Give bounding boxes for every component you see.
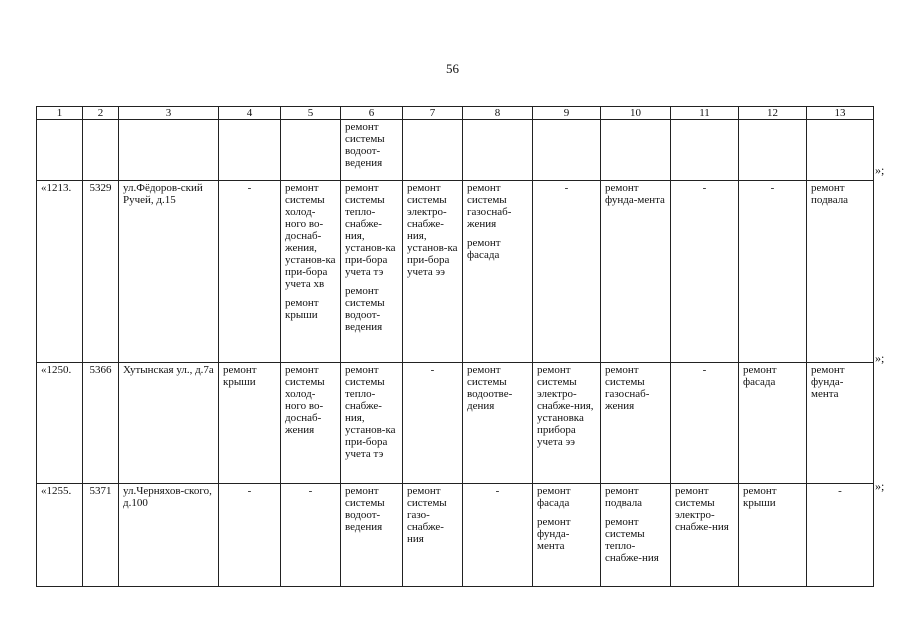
cell-text: ремонт фунда-мента xyxy=(537,516,571,552)
table-cell xyxy=(807,120,874,181)
column-header-10: 10 xyxy=(601,107,671,120)
cell-text: 5329 xyxy=(89,182,112,194)
cell-text: ремонт подвала xyxy=(605,485,643,509)
table-cell xyxy=(463,484,533,587)
cell-text: Хутынская ул., д.7а xyxy=(123,364,214,376)
cell-text: ремонт фунда-мента xyxy=(605,182,665,206)
cell-text: - xyxy=(247,182,252,194)
cell-text: ремонт системы электро-снабже-ния xyxy=(675,485,729,533)
cell-text: 5366 xyxy=(89,364,112,376)
table-cell xyxy=(403,181,463,363)
cell-text: - xyxy=(702,182,707,194)
cell-text: - xyxy=(308,485,313,497)
column-header-11: 11 xyxy=(671,107,739,120)
table-cell xyxy=(37,363,83,484)
cell-text: ремонт фасада xyxy=(467,237,501,261)
cell-text: ремонт системы холод-ного во-доснаб-жения xyxy=(285,364,325,436)
table-cell xyxy=(671,484,739,587)
cell-text: ремонт системы водоотве-дения xyxy=(467,364,513,412)
table-cell xyxy=(463,181,533,363)
table-row xyxy=(37,484,874,587)
table-cell xyxy=(83,484,119,587)
cell-text: ремонт системы тепло-снабже-ния xyxy=(605,516,659,564)
cell-text: «1213. xyxy=(41,182,72,194)
table-cell xyxy=(403,484,463,587)
cell-text: ул.Черняхов-ского, д.100 xyxy=(123,485,212,509)
cell-text: ремонт системы водоот-ведения xyxy=(345,285,385,333)
table-cell xyxy=(119,181,219,363)
table-cell xyxy=(83,120,119,181)
cell-text: ремонт системы газоснаб-жения xyxy=(467,182,512,230)
cell-text: ремонт системы газоснаб-жения xyxy=(605,364,650,412)
table-cell xyxy=(739,120,807,181)
table-cell xyxy=(341,181,403,363)
table-cell xyxy=(341,363,403,484)
table-cell xyxy=(281,363,341,484)
cell-text: ремонт системы газо-снабже-ния xyxy=(407,485,447,545)
column-header-4: 4 xyxy=(219,107,281,120)
cell-text: ремонт системы электро-снабже-ния, установка прибора учета ээ xyxy=(537,364,594,448)
cell-text: ремонт системы водоот-ведения xyxy=(345,485,385,533)
table-cell xyxy=(37,120,83,181)
table-cell xyxy=(533,363,601,484)
table-cell xyxy=(219,363,281,484)
cell-text: ремонт фасада xyxy=(743,364,777,388)
cell-text: ул.Фёдоров-ский Ручей, д.15 xyxy=(123,182,203,206)
table-cell xyxy=(739,363,807,484)
column-header-7: 7 xyxy=(403,107,463,120)
cell-text: - xyxy=(495,485,500,497)
table-cell xyxy=(807,484,874,587)
table-cell xyxy=(463,363,533,484)
table-row xyxy=(37,120,874,181)
table-cell xyxy=(807,363,874,484)
column-header-1: 1 xyxy=(37,107,83,120)
table-cell xyxy=(533,120,601,181)
column-header-8: 8 xyxy=(463,107,533,120)
row-end-mark: »; xyxy=(875,479,885,493)
table-cell xyxy=(37,484,83,587)
table-cell xyxy=(671,120,739,181)
row-end-mark: »; xyxy=(875,163,885,177)
table-cell xyxy=(403,120,463,181)
table-cell xyxy=(403,363,463,484)
table-row xyxy=(37,363,874,484)
cell-text: - xyxy=(247,485,252,497)
table-cell xyxy=(601,120,671,181)
table-cell xyxy=(37,181,83,363)
table-cell xyxy=(341,120,403,181)
table-cell xyxy=(601,363,671,484)
table-cell xyxy=(601,484,671,587)
column-header-12: 12 xyxy=(739,107,807,120)
cell-text: - xyxy=(838,485,842,497)
cell-text: - xyxy=(564,182,569,194)
cell-text: ремонт крыши xyxy=(223,364,257,388)
table-cell xyxy=(281,181,341,363)
table-cell xyxy=(463,120,533,181)
table-cell xyxy=(739,484,807,587)
table-cell xyxy=(83,363,119,484)
column-header-6: 6 xyxy=(341,107,403,120)
column-header-13: 13 xyxy=(807,107,874,120)
column-header-3: 3 xyxy=(119,107,219,120)
cell-text: ремонт фасада xyxy=(537,485,571,509)
cell-text: 5371 xyxy=(89,485,112,497)
table-cell xyxy=(281,120,341,181)
table-row xyxy=(37,181,874,363)
page-number: 56 xyxy=(446,61,459,76)
column-header-2: 2 xyxy=(83,107,119,120)
table-cell xyxy=(671,363,739,484)
repair-schedule-table xyxy=(36,106,874,587)
table-cell xyxy=(281,484,341,587)
table-cell xyxy=(219,120,281,181)
table-cell xyxy=(119,120,219,181)
cell-text: ремонт системы электро-снабже-ния, установ-ка при-бора учета ээ xyxy=(407,182,458,278)
cell-text: ремонт системы водоот-ведения xyxy=(345,121,385,169)
cell-text: ремонт фунда-мента xyxy=(811,364,845,400)
cell-text: «1255. xyxy=(41,485,72,497)
cell-text: ремонт подвала xyxy=(811,182,849,206)
cell-text: - xyxy=(702,364,707,376)
table-cell xyxy=(219,181,281,363)
column-header-9: 9 xyxy=(533,107,601,120)
cell-text: - xyxy=(770,182,775,194)
table-cell xyxy=(533,181,601,363)
cell-text: «1250. xyxy=(41,364,72,376)
table-cell xyxy=(341,484,403,587)
table-cell xyxy=(671,181,739,363)
cell-text: ремонт системы тепло-снабже-ния, установ-ка при-бора учета тэ xyxy=(345,182,396,278)
table-cell xyxy=(807,181,874,363)
table-cell xyxy=(739,181,807,363)
table-cell xyxy=(219,484,281,587)
cell-text: ремонт крыши xyxy=(285,297,319,321)
table-cell xyxy=(119,363,219,484)
cell-text: ремонт крыши xyxy=(743,485,777,509)
row-end-mark: »; xyxy=(875,351,885,365)
table-cell xyxy=(533,484,601,587)
table-cell xyxy=(119,484,219,587)
cell-text: ремонт системы тепло-снабже-ния, установ-ка при-бора учета тэ xyxy=(345,364,396,460)
table-cell xyxy=(83,181,119,363)
cell-text: ремонт системы холод-ного во-доснаб-жения, установ-ка при-бора учета хв xyxy=(285,182,336,290)
cell-text: - xyxy=(430,364,435,376)
header-row xyxy=(37,107,874,120)
table-cell xyxy=(601,181,671,363)
column-header-5: 5 xyxy=(281,107,341,120)
